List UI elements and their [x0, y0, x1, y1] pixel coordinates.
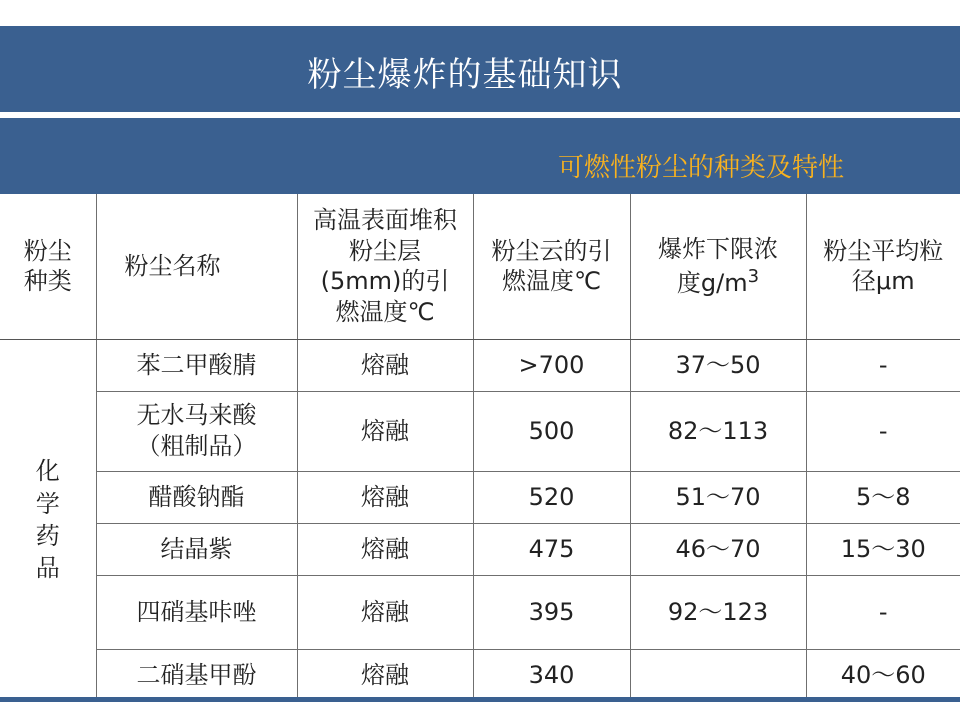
particle-size-value: 40～60: [806, 649, 960, 701]
header-category-text: 粉尘种类: [23, 236, 72, 296]
dust-name: 醋酸钠酯: [96, 471, 297, 523]
category-cell: [0, 339, 96, 701]
dust-name: 结晶紫: [96, 523, 297, 575]
particle-size-value: 5～8: [806, 471, 960, 523]
header-lower-limit-text: [648, 234, 788, 298]
header-particle-size-text: 粉尘平均粒径μm: [823, 236, 944, 296]
lower-limit-value: 51～70: [630, 471, 806, 523]
header-category: [0, 194, 96, 339]
header-lower-limit-exponent: 3: [747, 265, 760, 287]
dust-name: 苯二甲酸腈: [96, 339, 297, 391]
header-lower-limit: [630, 194, 806, 339]
dust-name: 四硝基咔唑: [96, 575, 297, 649]
layer-ignition-value: 熔融: [297, 523, 473, 575]
header-cloud-ignition: [473, 194, 630, 339]
table-row: [0, 471, 960, 523]
cloud-ignition-value: 395: [473, 575, 630, 649]
cloud-ignition-value: >700: [473, 339, 630, 391]
dust-name: 二硝基甲酚: [96, 649, 297, 701]
table-row: [0, 575, 960, 649]
header-lower-limit-label: 爆炸下限浓度g/m: [658, 235, 778, 297]
header-name: 粉尘名称: [96, 194, 297, 339]
layer-ignition-value: 熔融: [297, 575, 473, 649]
table-row: [0, 391, 960, 471]
cloud-ignition-value: 475: [473, 523, 630, 575]
particle-size-value: -: [806, 339, 960, 391]
table-row: [0, 649, 960, 701]
dust-properties-table: [0, 194, 960, 702]
header-layer-ignition-text: 高温表面堆积粉尘层(5mm)的引燃温度℃: [313, 205, 457, 326]
lower-limit-value: 82～113: [630, 391, 806, 471]
layer-ignition-value: 熔融: [297, 471, 473, 523]
dust-name-text: 无水马来酸（粗制品）: [136, 401, 257, 460]
particle-size-value: -: [806, 575, 960, 649]
page-title: 粉尘爆炸的基础知识: [307, 54, 623, 95]
particle-size-value: -: [806, 391, 960, 471]
footer-band: [0, 697, 960, 702]
layer-ignition-value: 熔融: [297, 391, 473, 471]
dust-name: [96, 391, 297, 471]
lower-limit-value: [630, 649, 806, 701]
header-particle-size: [806, 194, 960, 339]
title-banner: [0, 26, 960, 112]
section-subtitle: 可燃性粉尘的种类及特性: [558, 153, 845, 183]
header-layer-ignition: [297, 194, 473, 339]
lower-limit-value: 92～123: [630, 575, 806, 649]
header-cloud-ignition-text: 粉尘云的引燃温度℃: [491, 236, 612, 296]
table-row: [0, 339, 960, 391]
layer-ignition-value: 熔融: [297, 339, 473, 391]
table-row: [0, 523, 960, 575]
layer-ignition-value: 熔融: [297, 649, 473, 701]
cloud-ignition-value: 340: [473, 649, 630, 701]
cloud-ignition-value: 520: [473, 471, 630, 523]
lower-limit-value: 37～50: [630, 339, 806, 391]
table-header-row: [0, 194, 960, 339]
category-text: 化学药品: [35, 457, 60, 583]
lower-limit-value: 46～70: [630, 523, 806, 575]
particle-size-value: 15～30: [806, 523, 960, 575]
cloud-ignition-value: 500: [473, 391, 630, 471]
